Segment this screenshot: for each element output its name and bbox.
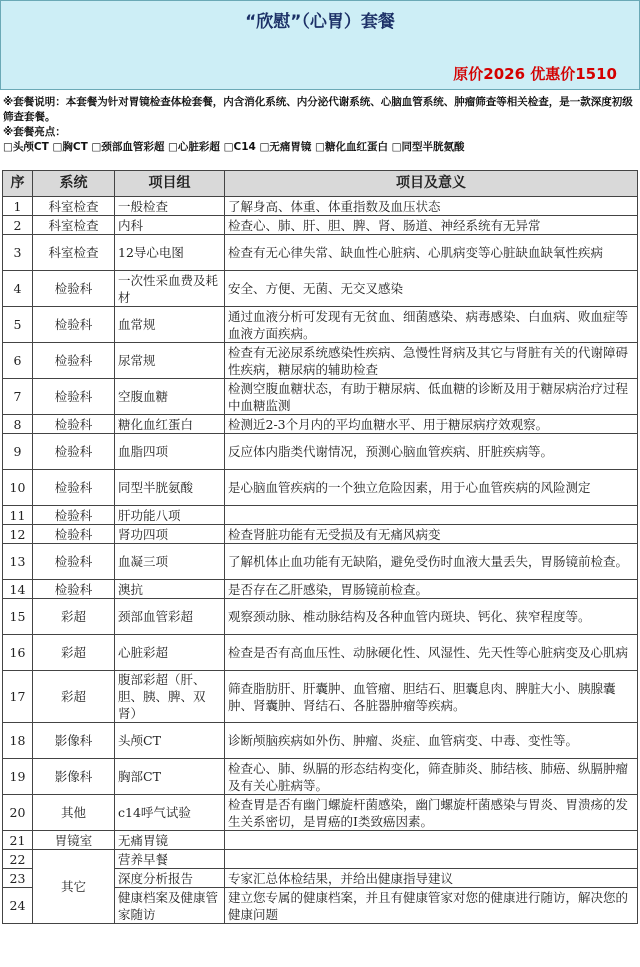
table-row xyxy=(3,271,638,307)
row-meaning: 筛查脂肪肝、肝囊肿、血管瘤、胆结石、胆囊息肉、脾脏大小、胰腺囊肿、肾囊肿、肾结石、各脏器肿瘤等疾病。 xyxy=(225,671,638,723)
row-meaning: 了解机体止血功能有无缺陷，避免受伤时血液大量丢失，胃肠镜前检查。 xyxy=(225,544,638,580)
row-meaning: 专家汇总体检结果，并给出健康指导建议 xyxy=(225,869,638,888)
row-no: 10 xyxy=(3,470,33,506)
row-no: 22 xyxy=(3,850,33,869)
row-system: 检验科 xyxy=(33,307,115,343)
row-item: 尿常规 xyxy=(115,343,225,379)
header-no: 序 xyxy=(3,171,33,197)
table-row xyxy=(3,635,638,671)
row-meaning: 检查有无泌尿系统感染性疾病、急慢性肾病及其它与肾脏有关的代谢障碍性疾病，糖尿病的辅助检查 xyxy=(225,343,638,379)
row-no: 24 xyxy=(3,888,33,924)
row-item: 无痛胃镜 xyxy=(115,831,225,850)
row-system: 其他 xyxy=(33,795,115,831)
row-system: 检验科 xyxy=(33,379,115,415)
highlight-item: □心脏彩超 xyxy=(167,141,220,153)
table-row xyxy=(3,506,638,525)
row-no: 23 xyxy=(3,869,33,888)
row-system: 检验科 xyxy=(33,343,115,379)
row-item: 空腹血糖 xyxy=(115,379,225,415)
table-row xyxy=(3,379,638,415)
row-no: 8 xyxy=(3,415,33,434)
row-meaning: 检测近2-3个月内的平均血糖水平、用于糖尿病疗效观察。 xyxy=(225,415,638,434)
row-item: 颈部血管彩超 xyxy=(115,599,225,635)
table-row xyxy=(3,544,638,580)
table-row xyxy=(3,470,638,506)
row-no: 3 xyxy=(3,235,33,271)
row-item: 胸部CT xyxy=(115,759,225,795)
row-system: 科室检查 xyxy=(33,197,115,216)
table-row xyxy=(3,434,638,470)
row-meaning xyxy=(225,506,638,525)
row-meaning xyxy=(225,831,638,850)
header-item-group: 项目组 xyxy=(115,171,225,197)
row-item: 头颅CT xyxy=(115,723,225,759)
row-system: 检验科 xyxy=(33,525,115,544)
table-row xyxy=(3,525,638,544)
row-no: 7 xyxy=(3,379,33,415)
row-system: 彩超 xyxy=(33,599,115,635)
row-meaning: 安全、方便、无菌、无交叉感染 xyxy=(225,271,638,307)
row-system: 检验科 xyxy=(33,434,115,470)
row-item: 腹部彩超（肝、胆、胰、脾、双肾） xyxy=(115,671,225,723)
row-system: 检验科 xyxy=(33,506,115,525)
table-row xyxy=(3,235,638,271)
row-meaning: 通过血液分析可发现有无贫血、细菌感染、病毒感染、白血病、败血症等血液方面疾病。 xyxy=(225,307,638,343)
highlight-item: □颈部血管彩超 xyxy=(91,141,165,153)
row-item: 肾功四项 xyxy=(115,525,225,544)
table-row xyxy=(3,850,638,869)
table-row xyxy=(3,795,638,831)
package-description xyxy=(3,95,637,155)
row-meaning: 建立您专属的健康档案，并且有健康管家对您的健康进行随访，解决您的健康问题 xyxy=(225,888,638,924)
row-no: 21 xyxy=(3,831,33,850)
highlight-item: □糖化血红蛋白 xyxy=(315,141,388,153)
highlight-item: □同型半胱氨酸 xyxy=(391,141,465,153)
row-no: 5 xyxy=(3,307,33,343)
row-system: 科室检查 xyxy=(33,235,115,271)
table-row xyxy=(3,671,638,723)
row-meaning xyxy=(225,850,638,869)
row-system: 彩超 xyxy=(33,671,115,723)
row-no: 20 xyxy=(3,795,33,831)
header-banner xyxy=(0,0,640,90)
highlight-item: □头颅CT xyxy=(3,141,49,153)
row-meaning: 检测空腹血糖状态，有助于糖尿病、低血糖的诊断及用于糖尿病治疗过程中血糖监测 xyxy=(225,379,638,415)
exam-items-table xyxy=(2,170,638,924)
row-no: 12 xyxy=(3,525,33,544)
row-item: 血常规 xyxy=(115,307,225,343)
row-no: 4 xyxy=(3,271,33,307)
table-row xyxy=(3,343,638,379)
row-no: 17 xyxy=(3,671,33,723)
row-no: 2 xyxy=(3,216,33,235)
row-meaning: 是心脑血管疾病的一个独立危险因素，用于心血管疾病的风险测定 xyxy=(225,470,638,506)
row-meaning: 检查肾脏功能有无受损及有无痛风病变 xyxy=(225,525,638,544)
row-system: 影像科 xyxy=(33,723,115,759)
row-meaning: 了解身高、体重、体重指数及血压状态 xyxy=(225,197,638,216)
row-meaning: 反应体内脂类代谢情况，预测心脑血管疾病、肝脏疾病等。 xyxy=(225,434,638,470)
highlight-item: □C14 xyxy=(223,141,256,153)
table-row xyxy=(3,415,638,434)
row-meaning: 检查心、肺、肝、胆、脾、肾、肠道、神经系统有无异常 xyxy=(225,216,638,235)
row-item: 糖化血红蛋白 xyxy=(115,415,225,434)
row-item: 同型半胱氨酸 xyxy=(115,470,225,506)
page-title: “欣慰”（心胃）套餐 xyxy=(245,12,395,32)
row-item: 营养早餐 xyxy=(115,850,225,869)
table-row xyxy=(3,216,638,235)
price-label: 原价2026 优惠价1510 xyxy=(453,65,617,83)
row-item: 肝功能八项 xyxy=(115,506,225,525)
table-row xyxy=(3,831,638,850)
package-intro: ※套餐说明：本套餐为针对胃镜检查体检套餐，内含消化系统、内分泌代谢系统、心脑血管系统、肿瘤筛查等相关检查，是一款深度初级筛查套餐。 xyxy=(3,96,633,123)
table-row xyxy=(3,599,638,635)
highlight-item: □胸CT xyxy=(52,141,88,153)
row-no: 6 xyxy=(3,343,33,379)
row-system: 科室检查 xyxy=(33,216,115,235)
row-item: 澳抗 xyxy=(115,580,225,599)
row-meaning: 诊断颅脑疾病如外伤、肿瘤、炎症、血管病变、中毒、变性等。 xyxy=(225,723,638,759)
header-system: 系统 xyxy=(33,171,115,197)
row-no: 18 xyxy=(3,723,33,759)
row-item: 心脏彩超 xyxy=(115,635,225,671)
table-row xyxy=(3,759,638,795)
row-no: 19 xyxy=(3,759,33,795)
row-meaning: 检查心、肺、纵膈的形态结构变化，筛查肺炎、肺结核、肺癌、纵膈肿瘤及有关心脏病等。 xyxy=(225,759,638,795)
row-item: 12导心电图 xyxy=(115,235,225,271)
row-system: 检验科 xyxy=(33,271,115,307)
row-item: 血凝三项 xyxy=(115,544,225,580)
row-system: 检验科 xyxy=(33,415,115,434)
table-row xyxy=(3,723,638,759)
row-system: 其它 xyxy=(33,850,115,924)
row-item: 一次性采血费及耗材 xyxy=(115,271,225,307)
row-meaning: 检查有无心律失常、缺血性心脏病、心肌病变等心脏缺血缺氧性疾病 xyxy=(225,235,638,271)
row-meaning: 检查胃是否有幽门螺旋杆菌感染，幽门螺旋杆菌感染与胃炎、胃溃疡的发生关系密切，是胃癌的I类致癌因素。 xyxy=(225,795,638,831)
row-item: 一般检查 xyxy=(115,197,225,216)
row-item: c14呼气试验 xyxy=(115,795,225,831)
row-system: 检验科 xyxy=(33,470,115,506)
row-no: 1 xyxy=(3,197,33,216)
row-system: 影像科 xyxy=(33,759,115,795)
row-item: 深度分析报告 xyxy=(115,869,225,888)
row-item: 内科 xyxy=(115,216,225,235)
highlights-list xyxy=(3,140,637,155)
row-no: 16 xyxy=(3,635,33,671)
header-meaning: 项目及意义 xyxy=(225,171,638,197)
row-item: 血脂四项 xyxy=(115,434,225,470)
row-system: 胃镜室 xyxy=(33,831,115,850)
highlights-label: ※套餐亮点： xyxy=(3,126,66,138)
row-meaning: 是否存在乙肝感染，胃肠镜前检查。 xyxy=(225,580,638,599)
table-row xyxy=(3,197,638,216)
row-meaning: 检查是否有高血压性、动脉硬化性、风湿性、先天性等心脏病变及心肌病 xyxy=(225,635,638,671)
highlight-item: □无痛胃镜 xyxy=(259,141,312,153)
row-meaning: 观察颈动脉、椎动脉结构及各种血管内斑块、钙化、狭窄程度等。 xyxy=(225,599,638,635)
row-no: 13 xyxy=(3,544,33,580)
table-header-row xyxy=(3,171,638,197)
row-no: 11 xyxy=(3,506,33,525)
row-system: 检验科 xyxy=(33,544,115,580)
row-no: 14 xyxy=(3,580,33,599)
row-item: 健康档案及健康管家随访 xyxy=(115,888,225,924)
row-no: 9 xyxy=(3,434,33,470)
table-row xyxy=(3,307,638,343)
row-system: 检验科 xyxy=(33,580,115,599)
table-row xyxy=(3,580,638,599)
row-no: 15 xyxy=(3,599,33,635)
row-system: 彩超 xyxy=(33,635,115,671)
